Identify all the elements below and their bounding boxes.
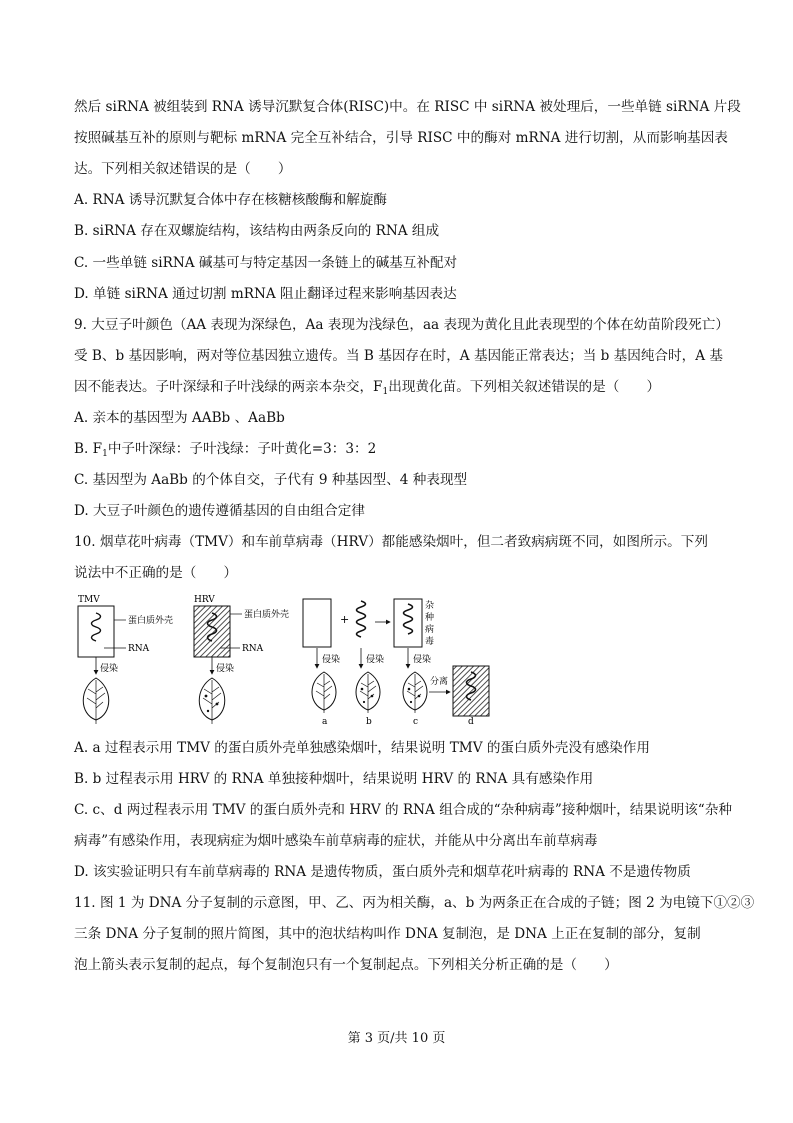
hrv-rna-label: RNA [242,644,264,654]
tmv-rna-label: RNA [128,644,150,654]
hybrid-char-1: 杂 [425,601,435,611]
page-footer: 第 3 页/共 10 页 [347,1031,446,1046]
leaf-icon [312,672,336,713]
q11-line-2: 三条 DNA 分子复制的照片简图，其中的泡状结构叫作 DNA 复制泡，是 DNA 上正在复制的部分，复制 [74,926,701,942]
hybrid-virus-box [394,599,422,647]
q9-line-2: 受 B、b 基因影响，两对等位基因独立遗传。当 B 基因存在时，A 基因能正常表达；当 b 基因纯合时，A 基 [74,348,723,364]
separate-label: 分离 [430,677,449,687]
q9-option-d: D. 大豆子叶颜色的遗传遵循基因的自由组合定律 [74,503,365,519]
empty-coat-box [303,599,331,647]
q8-option-d: D. 单链 siRNA 通过切割 mRNA 阻止翻译过程来影响基因表达 [74,286,457,302]
q10-option-b: B. b 过程表示用 HRV 的 RNA 单独接种烟叶，结果说明 HRV 的 RNA 具有感染作用 [74,771,594,787]
tmv-coat-label: 蛋白质外壳 [128,616,174,626]
q9-option-c: C. 基因型为 AaBb 的个体自交，子代有 9 种基因型、4 种表现型 [74,472,468,488]
q9-line-1: 9. 大豆子叶颜色（AA 表现为深绿色，Aa 表现为浅绿色，aa 表现为黄化且此表现型的个体在幼苗阶段死亡） [74,317,729,333]
infect-label-2: 侵染 [216,664,235,674]
q8-line-1: 然后 siRNA 被组装到 RNA 诱导沉默复合体(RISC)中。在 RISC 中 siRNA 被处理后，一些单链 siRNA 片段 [74,99,741,115]
label-d: d [468,717,474,727]
hrv-rna-coil-alone [357,601,366,637]
q8-option-a: A. RNA 诱导沉默复合体中存在核糖核酸酶和解旋酶 [74,192,388,208]
q11-line-3: 泡上箭头表示复制的起点，每个复制泡只有一个复制起点。下列相关分析正确的是（ ） [74,957,618,973]
infect-label-1: 侵染 [100,664,119,674]
q10-option-c-line-2: 病毒”有感染作用，表现病症为烟叶感染车前草病毒的症状，并能从中分离出车前草病毒 [74,833,598,849]
label-b: b [366,717,372,727]
hrv-label: HRV [194,595,215,605]
plus-sign: + [340,613,350,626]
q10-line-1: 10. 烟草花叶病毒（TMV）和车前草病毒（HRV）都能感染烟叶，但二者致病病斑不同，如图所示。下列 [74,534,708,550]
q10-line-2: 说法中不正确的是（ ） [74,565,238,581]
q8-option-c: C. 一些单链 siRNA 碱基可与特定基因一条链上的碱基互补配对 [74,255,458,271]
q10-option-a: A. a 过程表示用 TMV 的蛋白质外壳单独感染烟叶，结果说明 TMV 的蛋白质外壳没有感染作用 [74,740,650,756]
leaf-icon [199,678,225,724]
q9-option-a: A. 亲本的基因型为 AABb 、AaBb [74,410,285,426]
leaf-icon [83,678,109,724]
leaf-icon [356,672,380,713]
q8-line-2: 按照碱基互补的原则与靶标 mRNA 完全互补结合，引导 RISC 中的酶对 mRNA 进行切割，从而影响基因表 [74,130,728,146]
hrv-coat-label: 蛋白质外壳 [244,610,290,620]
leaf-icon [403,672,427,713]
q8-option-b: B. siRNA 存在双螺旋结构，该结构由两条反向的 RNA 组成 [74,223,440,239]
label-a: a [322,717,328,727]
q9-option-b: B. $F_1$中子叶深绿：子叶浅绿：子叶黄化=3：3：2 [74,441,377,459]
q10-option-d: D. 该实验证明只有车前草病毒的 RNA 是遗传物质，蛋白质外壳和烟草花叶病毒的 RNA 不是遗传物质 [74,864,691,880]
q9-line-3: 因不能表达。子叶深绿和子叶浅绿的两亲本杂交，$F_1$出现黄化苗。下列相关叙述错误的是（ ） [74,379,661,397]
virus-experiment-figure [72,592,522,727]
hybrid-char-4: 毒 [425,637,435,647]
hybrid-char-3: 病 [425,625,435,635]
isolated-hrv-box [453,666,489,716]
tmv-label: TMV [78,595,100,605]
hybrid-char-2: 种 [425,613,435,623]
q8-line-3: 达。下列相关叙述错误的是（ ） [74,161,292,177]
label-c: c [413,717,419,727]
q11-line-1: 11. 图 1 为 DNA 分子复制的示意图，甲、乙、丙为相关酶，a、b 为两条正在合成的子链；图 2 为电镜下①②③ [74,895,755,911]
infect-label-5: 侵染 [413,655,432,665]
q10-option-c-line-1: C. c、d 两过程表示用 TMV 的蛋白质外壳和 HRV 的 RNA 组合成的“杂种病毒”接种烟叶，结果说明该“杂种 [74,802,732,818]
infect-label-4: 侵染 [366,655,385,665]
infect-label-3: 侵染 [322,655,341,665]
